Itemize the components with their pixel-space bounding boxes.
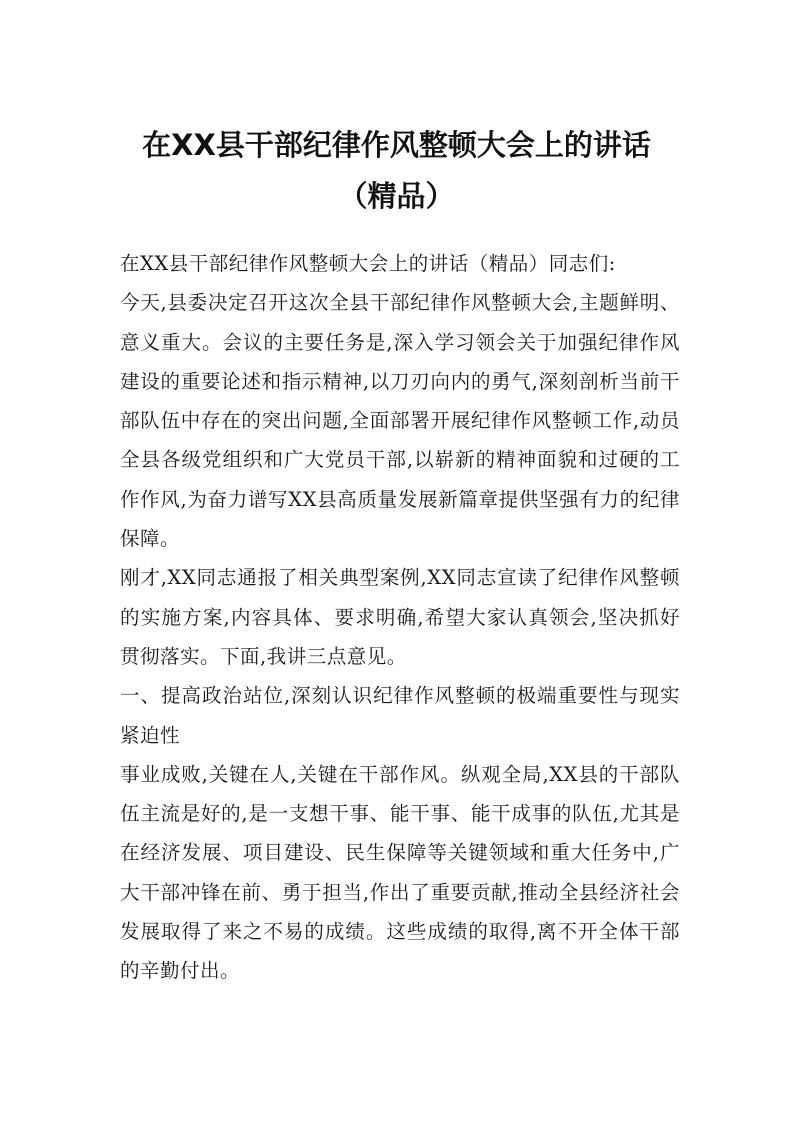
paragraph-opening: 今天,县委决定召开这次全县干部纪律作风整顿大会,主题鲜明、意义重大。会议的主要任务是,深入学习领会关于加强纪律作风建设的重要论述和指示精神,以刀刃向内的勇气,深刻剖析当前干部队伍中存在的突出问题,全面部署开展纪律作风整顿工作,动员全县各级党组织和广大党员干部,以崭新的精神面貌和过硬的工作作风,为奋力谱写XX县高质量发展新篇章提供坚强有力的纪律保障。 xyxy=(120,291,680,551)
document-title: 在XX县干部纪律作风整顿大会上的讲话 xyxy=(142,128,651,162)
paragraph-greeting: 在XX县干部纪律作风整顿大会上的讲话（精品）同志们: xyxy=(120,252,616,275)
document-title-suffix: （精品） xyxy=(338,179,455,213)
section-heading-1: 一、提高政治站位,深刻认识纪律作风整顿的极端重要性与现实紧迫性 xyxy=(120,684,680,747)
paragraph-review: 刚才,XX同志通报了相关典型案例,XX同志宣读了纪律作风整顿的实施方案,内容具体、要求明确,希望大家认真领会,坚决抓好贯彻落实。下面,我讲三点意见。 xyxy=(120,566,680,668)
document-body xyxy=(120,244,680,991)
paragraph-section-1: 事业成败,关键在人,关键在干部作风。纵观全局,XX县的干部队伍主流是好的,是一支想干事、能干事、能干成事的队伍,尤其是在经济发展、项目建设、民生保障等关键领域和重大任务中,广大干部冲锋在前、勇于担当,作出了重要贡献,推动全县经济社会发展取得了来之不易的成绩。这些成绩的取得,离不开全体干部的辛勤付出。 xyxy=(120,762,680,983)
